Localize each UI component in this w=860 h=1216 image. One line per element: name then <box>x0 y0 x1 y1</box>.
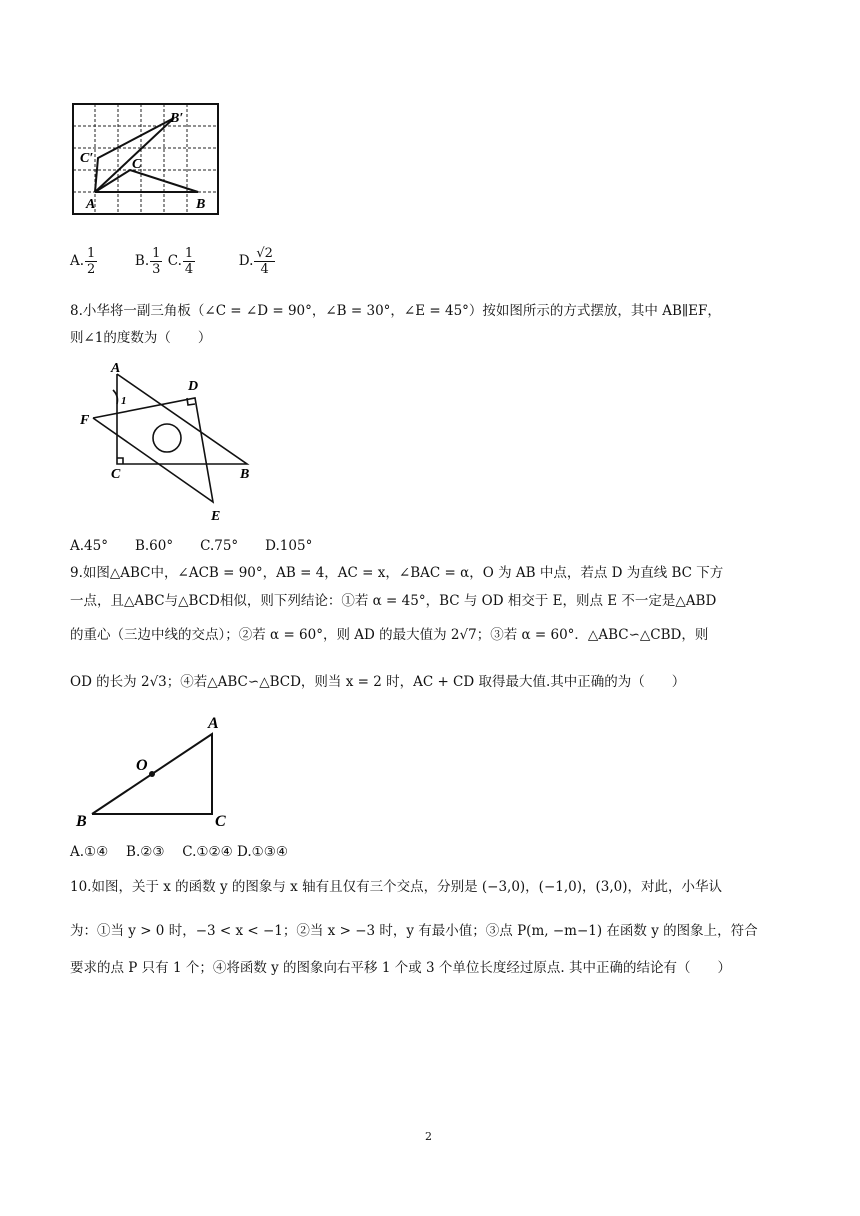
q8-label-d: D <box>188 379 199 394</box>
q8-label-a: A <box>111 361 121 376</box>
q9-stem-line2: 一点，且△ABC与△BCD相似，则下列结论：①若 α = 45°，BC 与 OD 相交于 E，则点 E 不一定是△ABD <box>70 593 717 609</box>
q8-label-f: F <box>80 413 90 428</box>
q10-stem-line1: 10.如图，关于 x 的函数 y 的图象与 x 轴有且仅有三个交点，分别是 (−3,0)，(−1,0)，(3,0)，对此，小华认 <box>70 879 722 895</box>
q7-option-c[interactable]: C. $\frac{1}{4}$ <box>167 246 194 277</box>
q7-label-a: A <box>86 197 96 212</box>
q9-stem-line3: 的重心（三边中线的交点）；②若 α = 60°，则 AD 的最大值为 2√7；③若 α = 60°．△ABC∽△CBD，则 <box>70 627 709 643</box>
q8-stem-line2: 则∠1的度数为（ ） <box>70 330 212 346</box>
q7-option-d[interactable]: D. $\frac{√2}{4}$ <box>238 246 273 277</box>
q9-label-a: A <box>208 715 219 732</box>
q9-label-c: C <box>215 813 226 830</box>
q7-option-a[interactable]: A. $\frac{1}{2}$ <box>70 246 96 277</box>
q7-option-b[interactable]: B. $\frac{1}{3}$ <box>134 246 161 277</box>
q9-triangle-figure <box>72 710 242 830</box>
q9-stem-line1: 9.如图△ABC中，∠ACB = 90°，AB = 4，AC = x，∠BAC = α，O 为 AB 中点，若点 D 为直线 BC 下方 <box>70 565 724 581</box>
q8-label-1: 1 <box>121 395 127 407</box>
q9-options[interactable]: A.①④ B.②③ C.①②④ D.①③④ <box>70 844 288 860</box>
q7-label-c: C <box>132 157 142 172</box>
q10-stem-line3: 要求的点 P 只有 1 个；④将函数 y 的图象向右平移 1 个或 3 个单位长度经过原点. 其中正确的结论有（ ） <box>70 960 731 976</box>
q7-label-c-prime: C′ <box>80 151 94 166</box>
q8-options[interactable]: A.45° B.60° C.75° D.105° <box>70 538 313 554</box>
q7-label-b: B <box>196 197 206 212</box>
q9-label-b: B <box>76 813 87 830</box>
q9-label-o: O <box>136 757 148 774</box>
q10-stem-line2: 为：①当 y > 0 时，−3 < x < −1；②当 x > −3 时，y 有最小值；③点 P(m, −m−1) 在函数 y 的图象上，符合 <box>70 923 758 939</box>
q7-grid-figure <box>70 98 230 223</box>
q7-label-b-prime: B′ <box>170 111 184 126</box>
q8-stem-line1: 8.小华将一副三角板（∠C = ∠D = 90°，∠B = 30°，∠E = 45°）按如图所示的方式摆放，其中 AB∥EF， <box>70 303 721 319</box>
q8-label-b: B <box>240 467 250 482</box>
q7-options <box>70 246 276 277</box>
q8-label-c: C <box>111 467 121 482</box>
q8-triangle-figure <box>75 360 265 525</box>
q8-label-e: E <box>211 509 221 524</box>
q9-stem-line4: OD 的长为 2√3；④若△ABC∽△BCD，则当 x = 2 时，AC + CD 取得最大值.其中正确的为（ ） <box>70 674 686 690</box>
page-number: 2 <box>425 1130 432 1143</box>
